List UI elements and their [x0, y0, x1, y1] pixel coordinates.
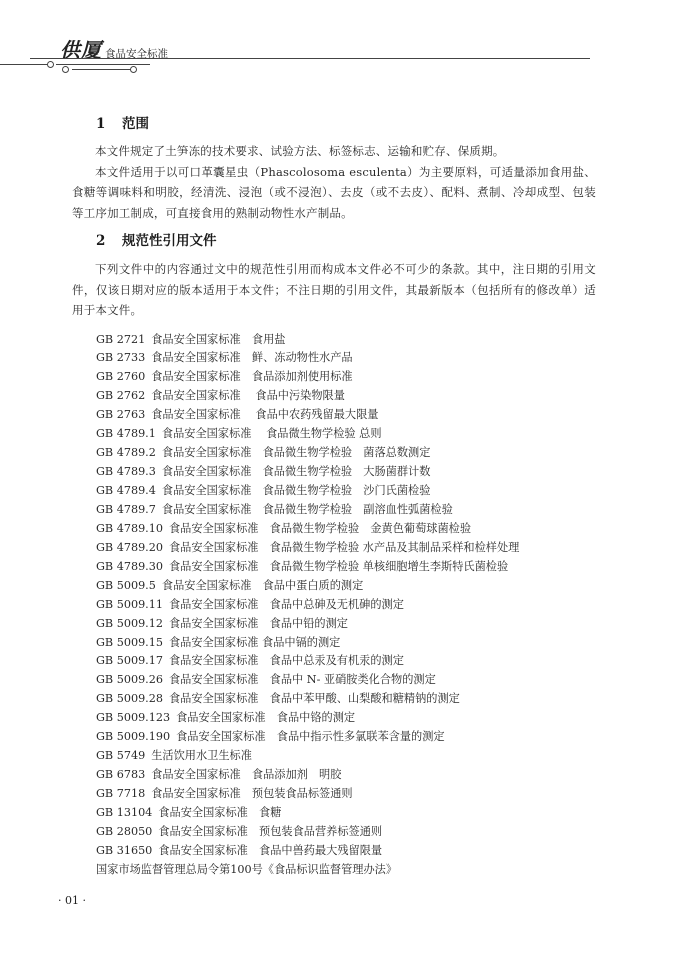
reference-code: GB 5009.17 [96, 654, 163, 668]
reference-code: GB 2763 [96, 408, 146, 422]
reference-code: GB 4789.4 [96, 484, 156, 497]
reference-title: 食品安全国家标准 食品中 N- 亚硝胺类化合物的测定 [168, 673, 436, 687]
reference-code: GB 5009.190 [96, 730, 171, 744]
reference-item [96, 842, 596, 861]
reference-title: 食品安全国家标准 食品中污染物限量 [151, 389, 345, 403]
section-number: 2 [96, 233, 106, 249]
reference-item [96, 406, 596, 425]
reference-title: 食品安全国家标准 食品中苯甲酸、山梨酸和糖精钠的测定 [168, 692, 460, 706]
header-rule-left [0, 64, 48, 65]
reference-code: GB 4789.7 [96, 502, 156, 516]
reference-title: 食品安全国家标准 食品微生物学检验 总则 [161, 427, 382, 441]
reference-code: GB 5009.123 [96, 711, 171, 725]
page-number: · 01 · [58, 894, 86, 907]
reference-code: GB 4789.3 [96, 465, 156, 479]
section-heading-scope [72, 112, 596, 136]
reference-title: 食品安全国家标准 食品中总砷及无机砷的测定 [168, 597, 404, 611]
reference-code: GB 2733 [96, 351, 146, 365]
reference-item [96, 482, 596, 501]
header-rule-mid [56, 64, 150, 65]
reference-item [96, 387, 596, 406]
reference-code: GB 13104 [96, 805, 153, 819]
page-header [0, 0, 681, 80]
reference-code: GB 5009.15 [96, 635, 163, 649]
reference-title: 食品安全国家标准 预包装食品营养标签通则 [158, 824, 383, 838]
header-rule [30, 58, 590, 59]
reference-item [96, 425, 596, 444]
reference-item [96, 766, 596, 785]
reference-item [96, 690, 596, 709]
reference-code: GB 5009.5 [96, 578, 156, 592]
reference-item [96, 615, 596, 634]
reference-title: 食品安全国家标准 预包装食品标签通则 [151, 787, 353, 800]
reference-item [96, 444, 596, 463]
reference-title: 食品安全国家标准 食品微生物学检验 水产品及其制品采样和检样处理 [168, 540, 520, 554]
reference-item [96, 463, 596, 482]
reference-title: 食品安全国家标准 食品中兽药最大残留限量 [158, 843, 383, 857]
section-number: 1 [96, 116, 106, 132]
reference-item [96, 709, 596, 728]
reference-code: GB 4789.30 [96, 559, 163, 573]
reference-item [96, 368, 596, 387]
reference-item [96, 804, 596, 823]
reference-title: 食品安全国家标准 食品微生物学检验 菌落总数测定 [161, 446, 431, 460]
reference-code: GB 2721 [96, 332, 146, 346]
reference-title: 食品安全国家标准 食品微生物学检验 单核细胞增生李斯特氏菌检验 [168, 559, 509, 573]
reference-title: 食品安全国家标准 食品中蛋白质的测定 [161, 578, 364, 592]
reference-title: 食品安全国家标准 鲜、冻动物性水产品 [151, 351, 353, 365]
references-intro-paragraph: 下列文件中的内容通过文中的规范性引用而构成本文件必不可少的条款。其中，注日期的引用文件，仅该日期对应的版本适用于本文件；不注日期的引用文件，其最新版本（包括所有的修改单）适用于本文件。 [72, 262, 596, 317]
reference-code: GB 4789.10 [96, 521, 163, 535]
reference-item [96, 823, 596, 842]
reference-code: GB 2762 [96, 389, 146, 403]
reference-code: GB 7718 [96, 787, 146, 800]
reference-title: 食品安全国家标准 食品添加剂 明胶 [151, 768, 342, 782]
scope-paragraph: 本文件规定了土笋冻的技术要求、试验方法、标签标志、运输和贮存、保质期。 [95, 144, 505, 158]
section-title: 规范性引用文件 [122, 233, 217, 249]
reference-code: GB 5009.26 [96, 673, 163, 687]
reference-title: 食品安全国家标准 食品中指示性多氯联苯含量的测定 [176, 730, 445, 744]
scope-paragraph: 本文件适用于以可口革囊星虫（Phascolosoma esculenta）为主要原料，可适量添加食用盐、食糖等调味料和明胶，经清洗、浸泡（或不浸泡）、去皮（或不去皮）、配料、煮制、冷却成型、包装等工序加工制成，可直接食用的熟制动物性水产制品。 [72, 164, 596, 220]
reference-item [96, 349, 596, 368]
reference-title: 食品安全国家标准 食糖 [158, 805, 282, 819]
ornament-dot [47, 61, 54, 68]
reference-title: 食品安全国家标准 食品微生物学检验 沙门氏菌检验 [161, 484, 431, 497]
reference-code: GB 28050 [96, 824, 153, 838]
reference-title: 食品安全国家标准 食品中镉的测定 [168, 635, 341, 649]
reference-code: GB 5009.12 [96, 616, 163, 630]
reference-item [96, 558, 596, 577]
document-body [72, 112, 596, 880]
reference-item [96, 785, 596, 804]
ornament-dot [62, 66, 69, 73]
reference-code: GB 5749 [96, 749, 146, 763]
reference-item [96, 861, 596, 880]
reference-title: 食品安全国家标准 食品微生物学检验 副溶血性弧菌检验 [161, 502, 453, 516]
reference-item [96, 671, 596, 690]
reference-item [96, 596, 596, 615]
reference-title: 食品安全国家标准 食品中铬的测定 [176, 711, 356, 725]
reference-item [96, 728, 596, 747]
section-title: 范围 [122, 116, 149, 132]
reference-code: GB 4789.20 [96, 540, 163, 554]
reference-code: GB 4789.1 [96, 427, 156, 441]
ornament-dot [130, 66, 137, 73]
reference-item [96, 634, 596, 653]
reference-title: 食品安全国家标准 食品微生物学检验 大肠菌群计数 [161, 465, 431, 479]
header-rule-short [72, 69, 134, 70]
reference-item [96, 539, 596, 558]
reference-item [96, 501, 596, 520]
reference-title: 食品安全国家标准 食品中农药残留最大限量 [151, 408, 379, 422]
reference-title: 生活饮用水卫生标准 [151, 749, 252, 763]
reference-code: GB 6783 [96, 768, 146, 782]
reference-item [96, 520, 596, 539]
reference-item [96, 331, 596, 350]
reference-item [96, 577, 596, 596]
section-heading-normative-references [72, 229, 596, 253]
reference-title: 食品安全国家标准 食品中铅的测定 [168, 616, 348, 630]
reference-list [72, 331, 596, 880]
reference-code: GB 2760 [96, 370, 146, 384]
reference-title: 食品安全国家标准 食品添加剂使用标准 [151, 370, 353, 384]
reference-code: GB 5009.11 [96, 597, 163, 611]
reference-item [96, 652, 596, 671]
reference-code: GB 4789.2 [96, 446, 156, 460]
reference-title: 国家市场监督管理总局令第100号《食品标识监督管理办法》 [96, 862, 398, 876]
reference-code: GB 5009.28 [96, 692, 163, 706]
brand-logo: 供厦 [60, 38, 102, 62]
reference-code: GB 31650 [96, 843, 153, 857]
reference-item [96, 747, 596, 766]
reference-title: 食品安全国家标准 食品中总汞及有机汞的测定 [168, 654, 404, 668]
reference-title: 食品安全国家标准 食用盐 [151, 332, 286, 346]
reference-title: 食品安全国家标准 食品微生物学检验 金黄色葡萄球菌检验 [168, 521, 472, 535]
brand-subtitle: 食品安全标准 [105, 48, 168, 60]
